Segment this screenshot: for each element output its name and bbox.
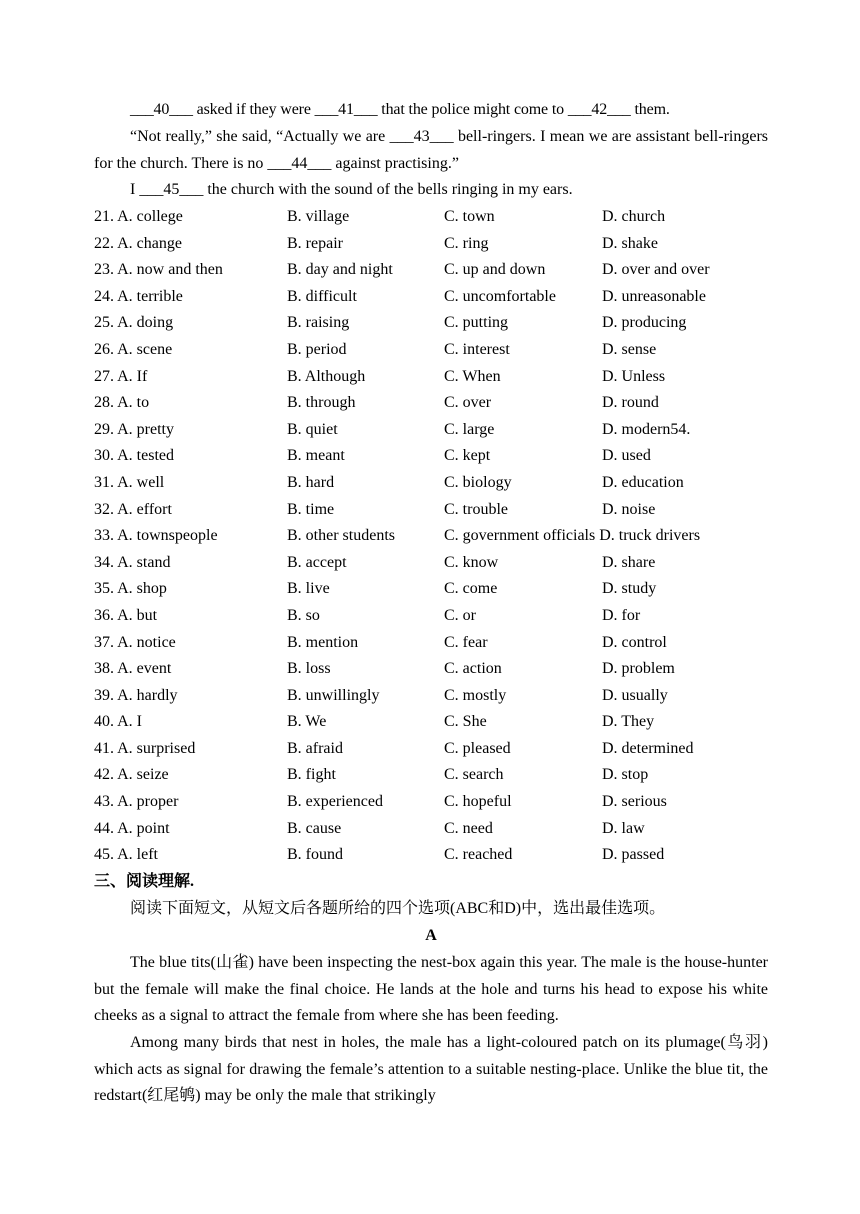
question-row (94, 816, 794, 843)
option-c: C. up and down (444, 261, 546, 279)
option-b: B. difficult (287, 287, 357, 305)
option-d: D. determined (602, 739, 694, 757)
option-c: C. come (444, 580, 498, 598)
option-b: B. loss (287, 660, 331, 678)
option-c: C. town (444, 208, 495, 225)
question-row (94, 364, 794, 391)
option-c: C. know (444, 553, 499, 571)
question-row (94, 576, 794, 603)
passage-label: A (425, 927, 437, 944)
option-d: D. usually (602, 686, 668, 704)
option-a: 40. A. I (94, 713, 142, 731)
question-row (94, 683, 794, 710)
option-d: D. Unless (602, 367, 666, 385)
option-c: C. mostly (444, 686, 507, 704)
option-b: B. experienced (287, 793, 383, 811)
option-c: C. hopeful (444, 793, 512, 811)
question-row (94, 630, 794, 657)
option-b: B. hard (287, 473, 335, 491)
option-c: C. over (444, 394, 492, 412)
question-row (94, 603, 794, 630)
option-a: 28. A. to (94, 394, 150, 412)
option-b: B. through (287, 394, 356, 412)
option-a: 21. A. college (94, 208, 183, 225)
option-c: C. need (444, 819, 493, 837)
option-b: B. time (287, 500, 335, 518)
option-d: D. modern54. (602, 420, 691, 438)
option-d: D. used (602, 447, 651, 465)
option-b: B. afraid (287, 739, 343, 757)
question-row (94, 709, 794, 736)
option-d: D. over and over (602, 261, 710, 279)
option-c: C. putting (444, 314, 509, 332)
option-c: C. fear (444, 633, 488, 651)
option-c: C. reached (444, 846, 513, 864)
question-row (94, 337, 794, 364)
option-b: B. period (287, 340, 347, 358)
option-b: B. meant (287, 447, 345, 465)
option-d: D. problem (602, 660, 675, 678)
option-a: 36. A. but (94, 606, 158, 624)
option-c: C. search (444, 766, 504, 784)
option-c: C. ring (444, 234, 489, 252)
option-d: D. church (602, 208, 666, 225)
option-a: 22. A. change (94, 234, 182, 252)
section-instructions: 阅读下面短文，从短文后各题所给的四个选项(ABC和D)中，选出最佳选项。 (130, 900, 666, 917)
option-d: D. unreasonable (602, 287, 706, 305)
option-a: 45. A. left (94, 846, 158, 864)
option-a: 41. A. surprised (94, 739, 196, 757)
option-b: B. We (287, 713, 327, 731)
option-a: 30. A. tested (94, 447, 174, 465)
option-b: B. so (287, 606, 320, 624)
option-b: B. Although (287, 367, 366, 385)
option-c: C. or (444, 606, 476, 624)
option-d: D. control (602, 633, 667, 651)
option-a: 37. A. notice (94, 633, 176, 651)
question-row (94, 550, 794, 577)
option-c: C. government officials D. truck drivers (444, 527, 701, 545)
option-a: 33. A. townspeople (94, 527, 218, 545)
question-row (94, 523, 794, 550)
option-d: D. education (602, 473, 684, 491)
question-row (94, 762, 794, 789)
option-d: D. noise (602, 500, 656, 518)
passage-line-45: I ___45___ the church with the sound of the bells ringing in my ears. (130, 181, 573, 198)
option-a: 39. A. hardly (94, 686, 178, 704)
option-b: B. quiet (287, 420, 338, 438)
option-b: B. unwillingly (287, 686, 380, 704)
section-heading: 三、阅读理解. (94, 873, 195, 890)
option-d: D. round (602, 394, 659, 412)
question-row (94, 390, 794, 417)
option-a: 24. A. terrible (94, 287, 183, 305)
option-d: D. passed (602, 846, 665, 864)
option-c: C. large (444, 420, 495, 438)
question-row (94, 284, 794, 311)
option-b: B. other students (287, 527, 395, 545)
option-a: 42. A. seize (94, 766, 169, 784)
option-c: C. action (444, 660, 502, 678)
option-a: 34. A. stand (94, 553, 171, 571)
option-d: D. law (602, 819, 645, 837)
cloze-options-list (94, 204, 794, 869)
option-c: C. kept (444, 447, 491, 465)
passage-a-paragraph-1: The blue tits(山雀) have been inspecting the nest-box again this year. The male is the house-hunter but the female will make the final choice. He lands at the hole and turns his head to expose his white cheeks as a signal to attract the female from where she has been feeding. (94, 954, 768, 1025)
passage-a-paragraph-2: Among many birds that nest in holes, the male has a light-coloured patch on its plumage(鸟羽) which acts as signal for drawing the female’s attention to a suitable nesting-place. Unlike the blue tit, the redstart(红尾鸲) may be only the male that strikingly (94, 1034, 768, 1105)
option-a: 25. A. doing (94, 314, 174, 332)
option-d: D. study (602, 580, 657, 598)
option-d: D. shake (602, 234, 658, 252)
option-c: C. She (444, 713, 487, 731)
question-row (94, 842, 794, 869)
option-b: B. found (287, 846, 343, 864)
option-a: 29. A. pretty (94, 420, 174, 438)
option-c: C. When (444, 367, 501, 385)
question-row (94, 656, 794, 683)
question-row (94, 231, 794, 258)
option-a: 32. A. effort (94, 500, 172, 518)
option-b: B. fight (287, 766, 336, 784)
option-d: D. serious (602, 793, 667, 811)
question-row (94, 310, 794, 337)
option-d: D. sense (602, 340, 657, 358)
question-row (94, 417, 794, 444)
option-b: B. village (287, 208, 350, 225)
option-a: 23. A. now and then (94, 261, 223, 279)
option-a: 35. A. shop (94, 580, 167, 598)
question-row (94, 204, 794, 231)
question-row (94, 443, 794, 470)
passage-line-40-42: ___40___ asked if they were ___41___ that the police might come to ___42___ them. (130, 101, 670, 118)
question-row (94, 497, 794, 524)
option-d: D. producing (602, 314, 687, 332)
option-a: 38. A. event (94, 660, 172, 678)
option-c: C. uncomfortable (444, 287, 556, 305)
option-c: C. pleased (444, 739, 511, 757)
option-b: B. accept (287, 553, 347, 571)
option-d: D. share (602, 553, 656, 571)
option-a: 43. A. proper (94, 793, 179, 811)
option-d: D. They (602, 713, 655, 731)
option-d: D. for (602, 606, 641, 624)
option-b: B. raising (287, 314, 350, 332)
option-c: C. biology (444, 473, 512, 491)
option-c: C. trouble (444, 500, 508, 518)
option-a: 44. A. point (94, 819, 170, 837)
passage-paragraph-43-44: “Not really,” she said, “Actually we are ___43___ bell-ringers. I mean we are assistant bell-ringers for the church. There is no ___44___ against practising.” (94, 128, 768, 172)
option-a: 31. A. well (94, 473, 165, 491)
question-row (94, 789, 794, 816)
option-b: B. repair (287, 234, 343, 252)
option-a: 26. A. scene (94, 340, 173, 358)
question-row (94, 257, 794, 284)
option-b: B. live (287, 580, 330, 598)
question-row (94, 470, 794, 497)
option-b: B. day and night (287, 261, 393, 279)
question-row (94, 736, 794, 763)
option-b: B. mention (287, 633, 359, 651)
option-a: 27. A. If (94, 367, 148, 385)
option-d: D. stop (602, 766, 649, 784)
option-c: C. interest (444, 340, 510, 358)
option-b: B. cause (287, 819, 342, 837)
